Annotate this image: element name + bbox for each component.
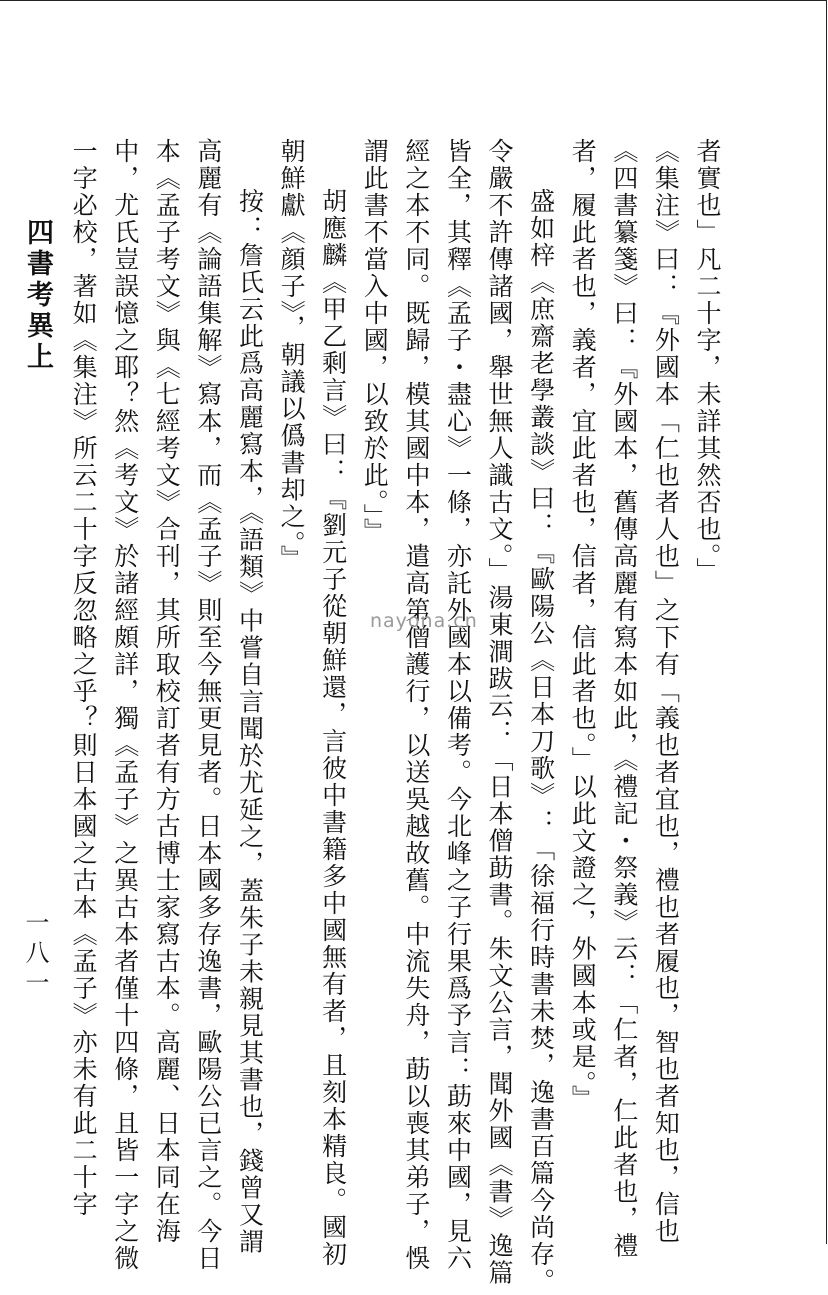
text-column: 皆全，其釋《孟子・盡心》一條，亦託外國本以備考。今北峰之子行果爲予言：莇來中國，見六 [443, 138, 473, 1272]
text-column: 高麗有《論語集解》寫本，而《孟子》則至今無更見者。日本國多存逸書，歐陽公已言之。今日 [193, 138, 223, 1272]
text-column: 者，履此者也，義者，宜此者也，信者，信此者也。」以此文證之，外國本或是。』 [568, 138, 598, 1112]
text-column: 一字必校，著如《集注》所云二十字反忽略之乎？則日本國之古本《孟子》亦未有此二十字 [69, 138, 99, 1218]
text-column: 《四書纂箋》曰：『外國本，舊傳高麗有寫本如此，《禮記・祭義》云：「仁者，仁此者也，禮 [609, 138, 639, 1260]
text-column: 者實也」凡二十字，未詳其然否也。」 [693, 138, 722, 585]
text-column: 盛如梓《庶齋老學叢談》曰：『歐陽公《日本刀歌》：「徐福行時書未焚，逸書百篇今尚存。 [526, 188, 556, 1295]
text-column: 令嚴不許傳諸國，舉世無人識古文。」湯東澗跋云：「日本僧莇書。朱文公言，聞外國《書》逸篇 [485, 138, 515, 1287]
text-column: 按：詹氏云此爲高麗寫本，《語類》中嘗自言聞於尤延之，蓋朱子未親見其書也，錢曾又謂 [235, 188, 265, 1256]
running-title: 四書考異上 [22, 218, 53, 373]
text-column: 謂此書不當入中國，以致於此。」』 [360, 138, 390, 545]
text-column: 本《孟子考文》與《七經考文》合刊，其所取校訂者有方古博士家寫古本。高麗、日本同在海 [152, 138, 182, 1245]
text-column: 《集注》曰：『外國本「仁也者人也」之下有「義也者宜也，禮也者履也，智也者知也，信也 [651, 138, 681, 1245]
watermark: nayona.cn [370, 610, 478, 632]
page-number: 一八一 [21, 910, 49, 1000]
text-column: 朝鮮獻《顔子》，朝議以僞書却之。』 [277, 138, 307, 572]
text-column: 經之本不同。既歸，模其國中本，遣高第僧護行，以送吳越故舊。中流失舟，莇以喪其弟子，悞 [401, 138, 431, 1272]
text-column: 胡應麟《甲乙剩言》曰：『劉元子從朝鮮還，言彼中書籍多中國無有者，且刻本精良。國初 [318, 188, 348, 1268]
text-column: 中，尤氏豈誤憶之耶？然《考文》於諸經頗詳，獨《孟子》之異古本者僅十四條，且皆一字之微 [110, 138, 140, 1272]
